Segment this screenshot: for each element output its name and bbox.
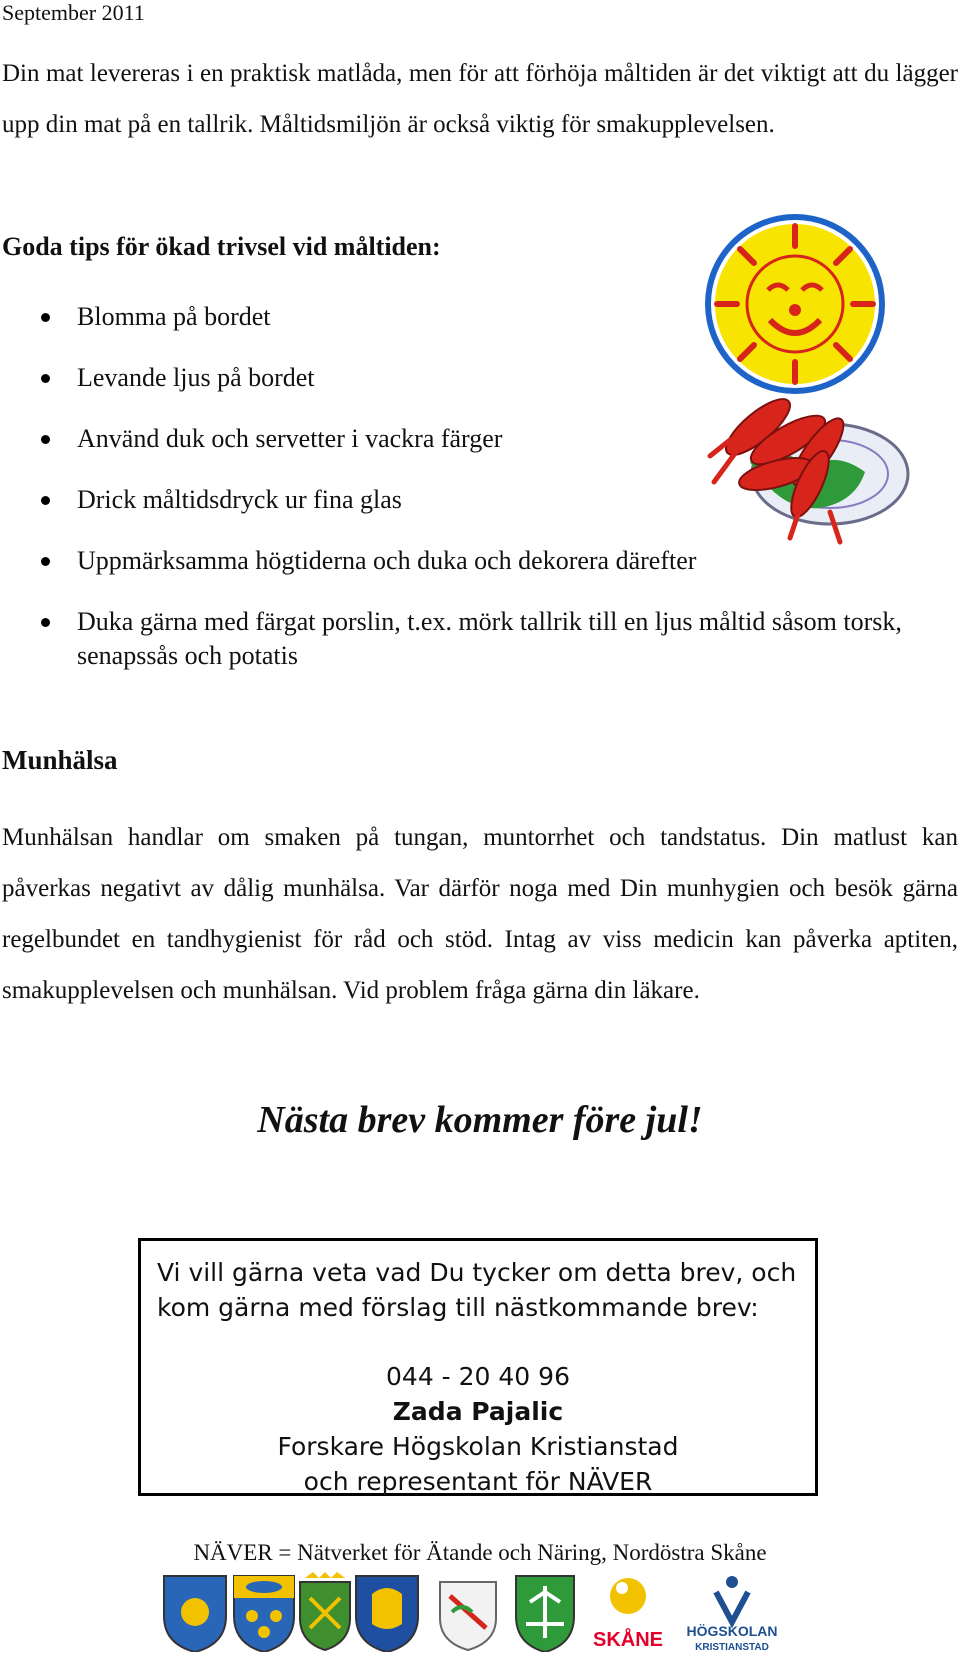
list-item: Levande ljus på bordet <box>0 361 960 395</box>
tips-heading: Goda tips för ökad trivsel vid måltiden: <box>2 232 441 261</box>
list-item: Drick måltidsdryck ur fina glas <box>0 483 960 517</box>
svg-text:KRISTIANSTAD: KRISTIANSTAD <box>695 1642 769 1652</box>
munhalsa-heading: Munhälsa <box>2 745 118 775</box>
naver-definition: NÄVER = Nätverket för Ätande och Näring, Nordöstra Skåne <box>193 1540 767 1565</box>
municipal-shield-icon <box>164 1576 226 1652</box>
crayfish-plate-icon <box>710 391 908 542</box>
gun-shield-icon <box>440 1582 496 1650</box>
contact-phone: 044 - 20 40 96 <box>386 1362 570 1391</box>
contact-role-naver: och representant för NÄVER <box>303 1467 653 1496</box>
crayfish-party-illustration <box>680 212 910 552</box>
contact-role: Forskare Högskolan Kristianstad <box>277 1432 679 1461</box>
hogskolan-kristianstad-logo <box>687 1576 778 1652</box>
closing-announcement: Nästa brev kommer före jul! <box>257 1099 703 1141</box>
fish-shield-icon <box>234 1576 294 1652</box>
list-item: Duka gärna med färgat porslin, t.ex. mörk tallrik till en ljus måltid såsom torsk, senapssås och potatis <box>0 605 960 673</box>
list-item: Blomma på bordet <box>0 300 960 334</box>
lion-shield-icon <box>356 1576 418 1652</box>
svg-text:SKÅNE: SKÅNE <box>592 1629 664 1651</box>
contact-box <box>138 1238 818 1496</box>
bullet-icon <box>41 435 50 444</box>
list-item: Uppmärksamma högtiderna och duka och dekorera därefter <box>0 544 960 578</box>
bullet-icon <box>41 374 50 383</box>
partner-logos <box>160 1572 820 1652</box>
crown-shield-icon <box>300 1572 350 1650</box>
issue-date: September 2011 <box>2 0 145 25</box>
bullet-icon <box>41 557 50 566</box>
bullet-icon <box>41 618 50 627</box>
contact-name: Zada Pajalic <box>392 1397 564 1426</box>
bullet-icon <box>41 496 50 505</box>
bullet-icon <box>41 313 50 322</box>
sun-face-lantern-icon <box>705 214 885 394</box>
region-skane-logo <box>593 1578 663 1651</box>
list-item: Använd duk och servetter i vackra färger <box>0 422 960 456</box>
tree-shield-icon <box>516 1576 574 1652</box>
munhalsa-paragraph: Munhälsan handlar om smaken på tungan, muntorrhet och tandstatus. Din matlust kan påverkas negativt av dålig munhälsa. Var därför noga med Din munhygien och besök gärna regelbundet en tandhygienist för råd och stöd. Intag av viss medicin kan påverka aptiten, smakupplevelsen och munhälsan. Vid problem fråga gärna din läkare. <box>2 824 958 1004</box>
contact-intro: Vi vill gärna veta vad Du tycker om detta brev, och kom gärna med förslag till nästkommande brev: <box>157 1258 797 1322</box>
intro-paragraph: Din mat levereras i en praktisk matlåda, men för att förhöja måltiden är det viktigt att du lägger upp din mat på en tallrik. Måltidsmiljön är också viktig för smakupplevelsen. <box>2 60 958 138</box>
svg-text:HÖGSKOLAN: HÖGSKOLAN <box>686 1623 778 1639</box>
